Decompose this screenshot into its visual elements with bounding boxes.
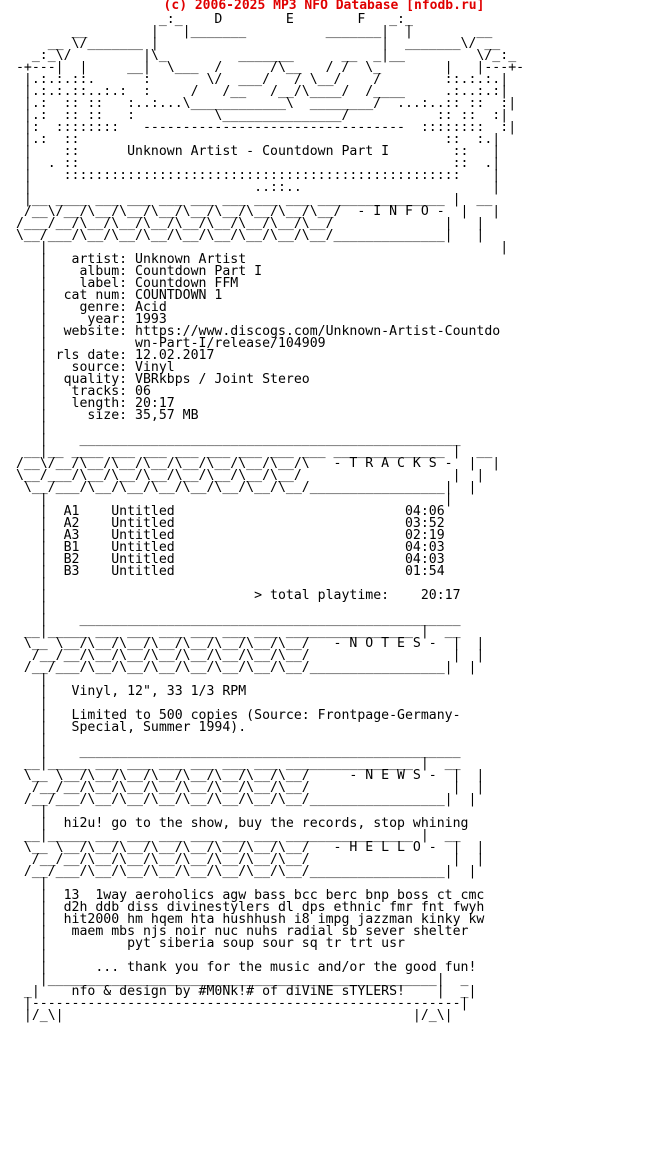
nfo-line: | ________________________________________________ — [8, 612, 461, 627]
nfo-line: | ..::.. | — [8, 180, 501, 195]
nfo-line: | . :: :: .| — [8, 156, 501, 171]
nfo-line: |_________________________________________________| _ — [8, 972, 469, 987]
nfo-line: | label: Countdown FFM — [8, 276, 239, 291]
nfo-line: /__\/__/\__/\__/\__/\__/\__/\__/\__/\ - T R A C K S - | | — [8, 456, 501, 471]
nfo-line: |__ ____ ___ ___ ___ ___ ___ ___ ___ ________________ | __ — [8, 192, 493, 207]
nfo-line: -+---| | __| \___ / /\__ / / \_ | |---+- — [8, 60, 525, 75]
nfo-line: | Vinyl, 12", 33 1/3 RPM — [8, 684, 247, 699]
nfo-line: /__/__/\__/\__/\__/\__/\__/\__/\__/ | | — [8, 648, 485, 663]
nfo-line: | :::::::::::::::::::::::::::::::::::::::::::::::::: | — [8, 168, 501, 183]
nfo-line: /__/___/\__/\__/\__/\__/\__/\__/\__/_________________| | — [8, 660, 477, 675]
nfo-line: __|__ ____ ___ ___ ___ ___ ___ ___ ___ ______________ | __ — [8, 444, 493, 459]
nfo-line: |.: :: :: : \_______________/ :: :: :| — [8, 108, 509, 123]
nfo-line: |.:.:.::..:.: : / /__ /__/\____/ /____ .:..:.:| — [8, 84, 509, 99]
nfo-line: \__ \__/\__/\__/\__/\__/\__/\__/\__/ - N E W S - | | — [8, 768, 485, 783]
nfo-line: \__ \__/\__/\__/\__/\__/\__/\__/\__/ - N O T E S - | | — [8, 636, 485, 651]
nfo-line: | size: 35,57 MB — [8, 408, 199, 423]
nfo-line: _| nfo & design by #M0Nk!# of diViNE sTYLERS! | _| — [8, 984, 477, 999]
nfo-line: | — [8, 696, 48, 711]
nfo-line: | B1 Untitled 04:03 — [8, 540, 445, 555]
nfo-line: |.: :: :: :.| — [8, 132, 501, 147]
nfo-line: | length: 20:17 — [8, 396, 175, 411]
nfo-line: __|_____ ___ ___ ___ ___ ___ ___ ________________ | __ — [8, 756, 461, 771]
nfo-line: | A2 Untitled 03:52 — [8, 516, 445, 531]
nfo-line: | — [8, 732, 48, 747]
nfo-line: /__/___/\__/\__/\__/\__/\__/\__/\__/_________________| | — [8, 864, 477, 879]
nfo-line: /__/__/\__/\__/\__/\__/\__/\__/\__/ | | — [8, 780, 485, 795]
nfo-line: /__/__/\__/\__/\__/\__/\__/\__/\__/ | | — [8, 852, 485, 867]
nfo-line: _:_\/ |\_ _______ __ _|__ \/_:_ — [8, 48, 517, 63]
nfo-line: | rls date: 12.02.2017 — [8, 348, 215, 363]
nfo-line: | 13 1way aeroholics agw bass bcc berc bnp boss ct cmc — [8, 888, 485, 903]
nfo-line: | website: https://www.discogs.com/Unknown-Artist-Countdo — [8, 324, 501, 339]
nfo-line: | — [8, 876, 48, 891]
nfo-line: _:_ D E F _:_ — [8, 12, 413, 27]
nfo-line: | wn-Part-I/release/104909 — [8, 336, 326, 351]
nfo-line: \__ \__/\__/\__/\__/\__/\__/\__/\__/ - H E L L O - | | — [8, 840, 485, 855]
site-header[interactable]: (c) 2006-2025 MP3 NFO Database [nfodb.ru] — [163, 0, 485, 13]
nfo-line: __|_____ ___ ___ ___ ___ ___ ___ ________________ | __ — [8, 624, 461, 639]
nfo-line: | ________________________________________________ — [8, 432, 461, 447]
nfo-line: /___/__/\__/\__/\__/\__/\__/\__/\__/\__/ | | — [8, 216, 485, 231]
nfo-line: | — [8, 600, 48, 615]
nfo-line: |: :::::::: --------------------------------- :::::::: :| — [8, 120, 517, 135]
nfo-line: | ... thank you for the music and/or the good fun! — [8, 960, 477, 975]
nfo-line: | d2h ddb diss divinestylers dl dps ethnic fmr fnt fwyh — [8, 900, 485, 915]
nfo-line: | — [8, 672, 48, 687]
nfo-line: | :: Unknown Artist - Countdown Part I :: | — [8, 144, 501, 159]
nfo-line: | maem mbs njs noir nuc nuhs radial sb sever shelter — [8, 924, 469, 939]
nfo-line: | genre: Acid — [8, 300, 167, 315]
nfo-line: \__/___/\__/\__/\__/\__/\__/\__/\__/\__/______________| | — [8, 228, 485, 243]
nfo-line: | year: 1993 — [8, 312, 167, 327]
nfo-line: | pyt siberia soup sour sq tr trt usr — [8, 936, 405, 951]
nfo-line: | — [8, 804, 48, 819]
nfo-line: | — [8, 576, 48, 591]
nfo-line: /__\/__/\__/\__/\__/\__/\__/\__/\__/\__/ - I N F O - | | — [8, 204, 501, 219]
nfo-document — [8, 14, 524, 1022]
nfo-line: | source: Vinyl — [8, 360, 175, 375]
nfo-line: __|_____ ___ ___ ___ ___ ___ ___ ________________ | __ — [8, 828, 461, 843]
nfo-line: | — [8, 948, 48, 963]
nfo-line: | B3 Untitled 01:54 — [8, 564, 445, 579]
nfo-line: |/_\| |/_\| — [8, 1008, 453, 1023]
nfo-line: __ | |_______ _______| | __ — [8, 24, 493, 39]
nfo-line: | A1 Untitled 04:06 — [8, 504, 445, 519]
nfo-line: | hi2u! go to the show, buy the records, stop whining — [8, 816, 469, 831]
nfo-line: | tracks: 06 — [8, 384, 151, 399]
nfo-line: | | — [8, 492, 453, 507]
nfo-line: | A3 Untitled 02:19 — [8, 528, 445, 543]
nfo-line: \__/___/\__/\__/\__/\__/\__/\__/\__/_________________| | — [8, 480, 477, 495]
nfo-line: | artist: Unknown Artist — [8, 252, 247, 267]
nfo-line: | B2 Untitled 04:03 — [8, 552, 445, 567]
nfo-line: |------------------------------------------------------| — [8, 996, 469, 1011]
nfo-line: /__/___/\__/\__/\__/\__/\__/\__/\__/_________________| | — [8, 792, 477, 807]
nfo-line: | Limited to 500 copies (Source: Frontpage-Germany- — [8, 708, 461, 723]
nfo-line: | — [8, 420, 48, 435]
nfo-line: \__/___/\__/\__/\__/\__/\__/\__/\__/ | | — [8, 468, 485, 483]
nfo-line: __ \/_______ | | _______\/ __ — [8, 36, 501, 51]
nfo-line: | album: Countdown Part I — [8, 264, 263, 279]
nfo-line: | cat num: COUNTDOWN 1 — [8, 288, 223, 303]
nfo-line: | Special, Summer 1994). — [8, 720, 247, 735]
nfo-line: |.: :: :: :..:...\____________\ ________/ ...:..:: :: :| — [8, 96, 517, 111]
nfo-line: | > total playtime: 20:17 — [8, 588, 461, 603]
nfo-line: | hit2000 hm hqem hta hushhush i8 impg jazzman kinky kw — [8, 912, 485, 927]
nfo-line: | ________________________________________________ — [8, 744, 461, 759]
nfo-line: | quality: VBRkbps / Joint Stereo — [8, 372, 310, 387]
nfo-line: | | — [8, 240, 509, 255]
nfo-line: |.:.:.::. : \/ ___/ / \__/ / ::.:.:.| — [8, 72, 509, 87]
